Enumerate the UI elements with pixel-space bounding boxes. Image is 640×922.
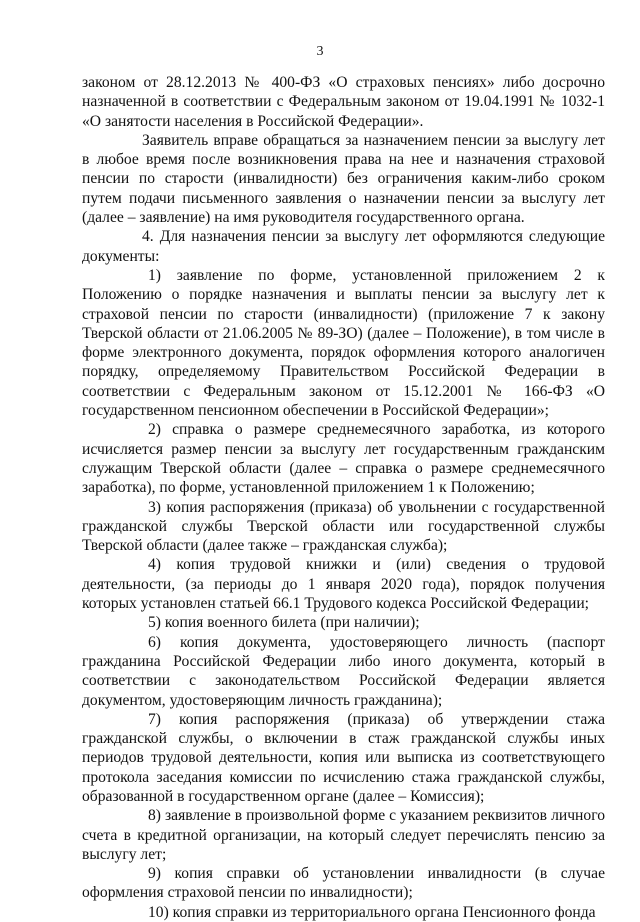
list-item-3: 3) копия распоряжения (приказа) об увольнении с государственной гражданской службы Тверской области или государственной службы Тверской области (далее также – гражданская служба); (82, 498, 605, 555)
paragraph-applicant-right: Заявитель вправе обращаться за назначением пенсии за выслугу лет в любое время после возникновения права на нее и назначения страховой пенсии по старости (инвалидности) без ограничения каким-либо сроком путем подачи письменного заявления о назначении пенсии за выслугу лет (далее – заявление) на имя руководителя государственного органа. (82, 131, 605, 227)
list-item-7: 7) копия распоряжения (приказа) об утверждении стажа гражданской службы, о включении в стаж гражданской службы иных периодов трудовой деятельности, копия или выписка из соответствующего протокола заседания комиссии по исчислению стажа гражданской службы, образованной в государственном органе (далее – Комиссия); (82, 710, 605, 805)
page-number: 3 (316, 44, 324, 59)
list-item-5: 5) копия военного билета (при наличии); (148, 614, 420, 632)
paragraph-law-reference: законом от 28.12.2013 № 400-ФЗ «О страховых пенсиях» либо досрочно назначенной в соответствии с Федеральным законом от 19.04.1991 № 1032-1 «О занятости населения в Российской Федерации». (82, 74, 605, 130)
list-item-6: 6) копия документа, удостоверяющего личность (паспорт гражданина Российской Федерации либо иного документа, который в соответствии с законодательством Российской Федерации является документом, удостоверяющим личность гражданина); (82, 633, 605, 709)
list-item-4: 4) копия трудовой книжки и (или) сведения о трудовой деятельности, (за периоды до 1 января 2020 года), порядок получения которых установлен статьей 66.1 Трудового кодекса Российской Федерации; (82, 556, 605, 613)
list-item-9: 9) копия справки об установлении инвалидности (в случае оформления страховой пенсии по инвалидности); (82, 865, 605, 902)
paragraph-documents-intro: 4. Для назначения пенсии за выслугу лет оформляются следующие документы: (82, 228, 605, 265)
list-item-8: 8) заявление в произвольной форме с указанием реквизитов личного счета в кредитной организации, на который следует перечислять пенсию за выслугу лет; (82, 807, 605, 863)
list-item-1: 1) заявление по форме, установленной приложением 2 к Положению о порядке назначения и выплаты пенсии за выслугу лет к страховой пенсии по старости (инвалидности) (приложение 7 к закону Тверской области от 21.06.2005 № 89-ЗО) (далее – Положение), в том числе в форме электронного документа, порядок оформления которого аналогичен порядку, определяемому Правительством Российской Федерации в соответствии с Федеральным законом от 15.12.2001 № 166-ФЗ «О государственном пенсионном обеспечении в Российской Федерации»; (82, 266, 605, 420)
list-item-10: 10) копия справки из территориального органа Пенсионного фонда (148, 903, 596, 921)
list-item-2: 2) справка о размере среднемесячного заработка, из которого исчисляется размер пенсии за выслугу лет государственным гражданским служащим Тверской области (далее – справка о размере среднемесячного заработка), по форме, установленной приложением 1 к Положению; (82, 421, 605, 497)
document-body (82, 73, 605, 922)
